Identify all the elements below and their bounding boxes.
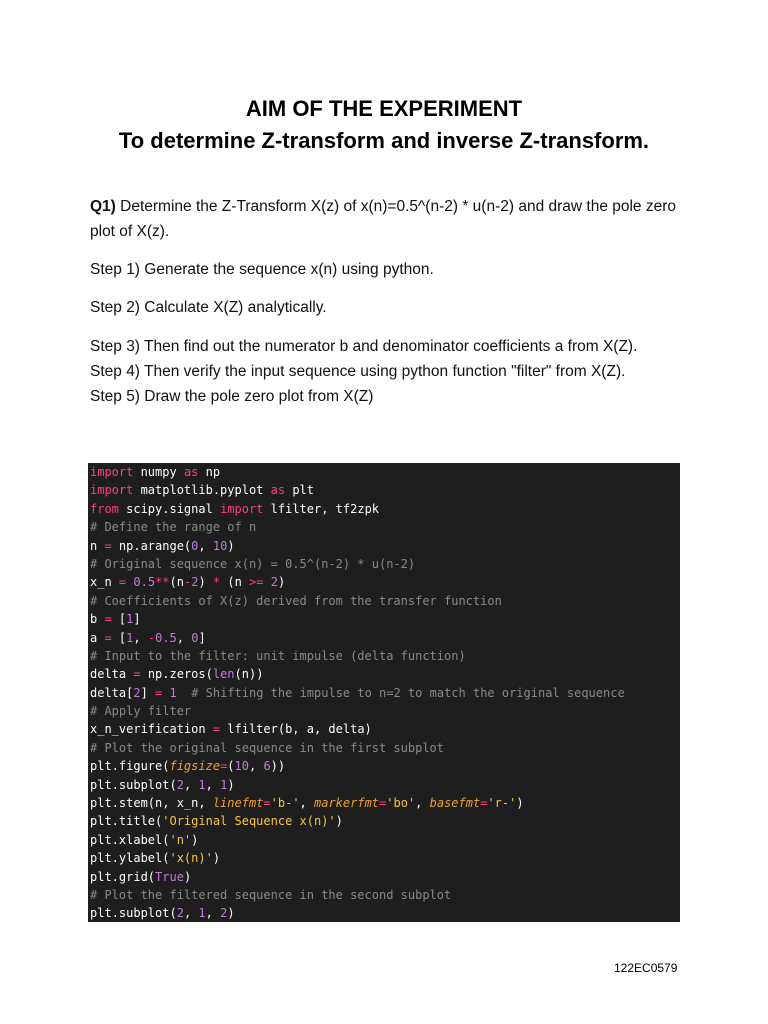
code-token-operator: =	[263, 796, 271, 811]
code-token-operator: >=	[249, 575, 264, 590]
code-token-default: ,	[205, 777, 221, 792]
code-token-number: True	[155, 869, 184, 884]
code-token-keyword: import	[90, 465, 134, 479]
code-token-kwarg: markerfmt	[314, 796, 380, 811]
code-token-string: 'b-'	[270, 796, 300, 811]
code-token-comment: # Coefficients of X(z) derived from the transfer function	[90, 593, 502, 608]
code-token-default: ,	[183, 777, 199, 792]
code-token-number: len	[212, 667, 235, 682]
code-token-number: 1	[169, 685, 177, 700]
code-token-operator: -	[183, 575, 192, 590]
question-text: Determine the Z-Transform X(z) of x(n)=0.5^(n-2) * u(n-2) and draw the pole zero plot of X(z).	[90, 198, 677, 240]
code-line	[90, 481, 680, 499]
code-token-default: )	[191, 832, 199, 847]
code-line	[90, 463, 680, 481]
code-token-comment: # Shifting the impulse to n=2 to match the original sequence	[191, 685, 625, 700]
code-token-default: plt.ylabel(	[90, 851, 170, 866]
code-token-default: lfilter(b, a, delta)	[220, 722, 372, 737]
code-line	[90, 702, 680, 720]
code-token-operator: *	[212, 575, 221, 590]
page-heading	[0, 93, 768, 157]
code-token-default: )	[198, 575, 213, 590]
code-token-default: plt.title(	[90, 814, 163, 829]
code-token-default: )	[227, 906, 235, 921]
code-token-default: (n))	[234, 667, 264, 682]
code-token-keyword: from	[90, 501, 119, 516]
code-token-default: ]	[198, 630, 206, 645]
code-token-operator: =	[480, 796, 488, 811]
code-line	[90, 647, 680, 665]
code-token-string: 'Original Sequence x(n)'	[162, 814, 336, 829]
code-token-number: 0	[191, 630, 199, 645]
question-label: Q1)	[90, 198, 116, 215]
code-line	[90, 849, 680, 867]
code-token-default: plt.grid(	[90, 869, 156, 884]
code-token-operator: =	[379, 796, 387, 811]
code-token-number: 2	[176, 777, 184, 792]
code-line	[90, 592, 680, 610]
code-token-default: n	[90, 538, 105, 553]
code-token-number: 0.5	[155, 630, 177, 645]
code-line	[90, 665, 680, 683]
code-token-keyword: import	[220, 501, 264, 516]
code-line	[90, 555, 680, 573]
code-token-default: )	[183, 869, 192, 884]
code-token-default: plt.subplot(	[90, 906, 177, 921]
code-token-default: ,	[183, 906, 199, 921]
code-token-default: x_n	[90, 575, 119, 590]
code-line	[90, 739, 680, 757]
code-token-default	[263, 575, 270, 589]
code-token-default: lfilter, tf2zpk	[263, 501, 380, 516]
code-token-default: ))	[270, 759, 286, 774]
code-token-default: ,	[248, 759, 264, 774]
code-line	[90, 794, 680, 812]
roll-number: 122EC0579	[614, 961, 678, 975]
code-token-default: np.zeros(	[140, 667, 213, 682]
code-token-comment: # Define the range of n	[90, 520, 257, 535]
code-token-number: 2	[133, 685, 141, 700]
code-token-number: 2	[270, 575, 278, 590]
code-token-default: numpy	[133, 465, 184, 479]
code-token-default: )	[227, 777, 235, 792]
code-token-default: plt.figure(	[90, 759, 170, 774]
code-token-operator: =	[133, 667, 141, 682]
code-line	[90, 500, 680, 518]
code-line	[90, 518, 680, 536]
question-1	[90, 194, 690, 244]
code-token-default: a	[90, 630, 105, 645]
code-token-keyword: as	[270, 483, 286, 498]
code-token-number: 2	[176, 906, 184, 921]
code-token-default	[162, 686, 169, 700]
code-line	[90, 757, 680, 775]
code-token-comment: # Original sequence x(n) = 0.5^(n-2) * u(n-2)	[90, 556, 416, 571]
code-token-kwarg: figsize	[169, 759, 221, 774]
code-token-operator: =	[155, 685, 163, 700]
code-token-comment: # Apply filter	[90, 704, 192, 719]
code-line	[90, 573, 680, 591]
code-token-default: scipy.signal	[118, 501, 221, 516]
code-token-default: delta	[90, 667, 134, 682]
code-token-default: np	[198, 465, 221, 479]
code-token-number: 10	[212, 538, 228, 553]
code-token-operator: =	[220, 759, 228, 774]
code-token-string: 'r-'	[487, 796, 517, 811]
code-token-number: 1	[198, 906, 206, 921]
code-token-default: (n	[169, 575, 184, 590]
code-token-default: matplotlib.pyplot	[133, 483, 271, 498]
code-line	[90, 629, 680, 647]
code-token-number: 1	[220, 777, 228, 792]
code-token-default: plt.xlabel(	[90, 832, 170, 847]
code-line	[90, 831, 680, 849]
code-line	[90, 537, 680, 555]
code-token-operator: =	[104, 538, 112, 553]
code-token-number: 2	[191, 575, 199, 590]
code-token-number: 6	[263, 759, 271, 774]
code-line	[90, 684, 680, 702]
code-token-keyword: import	[90, 483, 134, 498]
code-token-default: )	[212, 851, 221, 866]
code-token-operator: =	[104, 630, 112, 645]
code-token-keyword: as	[183, 465, 199, 479]
code-token-default: ,	[198, 538, 213, 553]
experiment-subtitle: To determine Z-transform and inverse Z-transform.	[118, 128, 650, 153]
step-4: Step 4) Then verify the input sequence using python function "filter" from X(Z).	[90, 363, 626, 380]
code-token-number: 0	[191, 538, 199, 553]
code-token-default: ,	[415, 796, 430, 811]
code-token-operator: -	[147, 630, 156, 645]
code-token-number: 2	[220, 906, 228, 921]
code-token-kwarg: basefmt	[429, 796, 481, 811]
code-token-operator: =	[212, 722, 221, 737]
code-token-default: )	[277, 575, 286, 590]
step-1: Step 1) Generate the sequence x(n) using python.	[90, 261, 434, 278]
code-token-number: 10	[234, 759, 249, 774]
code-token-default: ,	[133, 630, 148, 645]
aim-title: AIM OF THE EXPERIMENT	[245, 96, 523, 121]
code-token-default: plt.stem(n, x_n,	[90, 796, 213, 811]
code-token-default: plt	[285, 483, 314, 498]
code-token-string: 'n'	[169, 832, 192, 847]
code-token-default: x_n_verification	[90, 722, 213, 737]
step-5: Step 5) Draw the pole zero plot from X(Z)	[90, 388, 374, 405]
code-token-comment: # Plot the original sequence in the first subplot	[90, 740, 445, 755]
code-line	[90, 886, 680, 904]
code-token-default: [	[111, 630, 127, 645]
code-token-string: 'x(n)'	[169, 851, 213, 866]
code-line	[90, 812, 680, 830]
code-token-comment: # Input to the filter: unit impulse (delta function)	[90, 648, 466, 663]
code-token-default: )	[227, 538, 235, 553]
code-block	[88, 463, 680, 922]
code-line	[90, 610, 680, 628]
code-token-number: 0.5	[133, 575, 156, 590]
code-token-number: 1	[126, 630, 134, 645]
code-token-kwarg: linefmt	[212, 796, 264, 811]
code-token-default: b	[90, 612, 105, 627]
code-token-number: 1	[198, 777, 206, 792]
code-line	[90, 868, 680, 886]
code-token-default: ,	[176, 630, 192, 645]
code-token-default: ]	[140, 685, 156, 700]
code-token-default: ,	[205, 906, 221, 921]
code-token-default: (n	[220, 575, 250, 590]
code-token-operator: **	[155, 575, 170, 590]
code-token-number: 1	[126, 612, 134, 627]
code-token-default: [	[111, 612, 127, 627]
code-line	[90, 904, 680, 922]
code-line	[90, 776, 680, 794]
code-token-default: )	[335, 814, 343, 829]
code-token-default: delta[	[90, 685, 134, 700]
code-line	[90, 720, 680, 738]
code-token-default: np.arange(	[111, 538, 192, 553]
code-token-default	[177, 686, 191, 700]
code-token-default: ,	[299, 796, 314, 811]
code-token-default: )	[516, 796, 524, 811]
code-token-default: ]	[133, 612, 141, 627]
step-2: Step 2) Calculate X(Z) analytically.	[90, 299, 327, 316]
step-3: Step 3) Then find out the numerator b and denominator coefficients a from X(Z).	[90, 338, 638, 355]
code-token-operator: =	[104, 612, 112, 627]
code-token-default: (	[227, 759, 235, 774]
code-token-operator: =	[118, 575, 127, 590]
code-token-comment: # Plot the filtered sequence in the second subplot	[90, 887, 452, 902]
code-token-default: plt.subplot(	[90, 777, 177, 792]
code-token-string: 'bo'	[386, 796, 416, 811]
